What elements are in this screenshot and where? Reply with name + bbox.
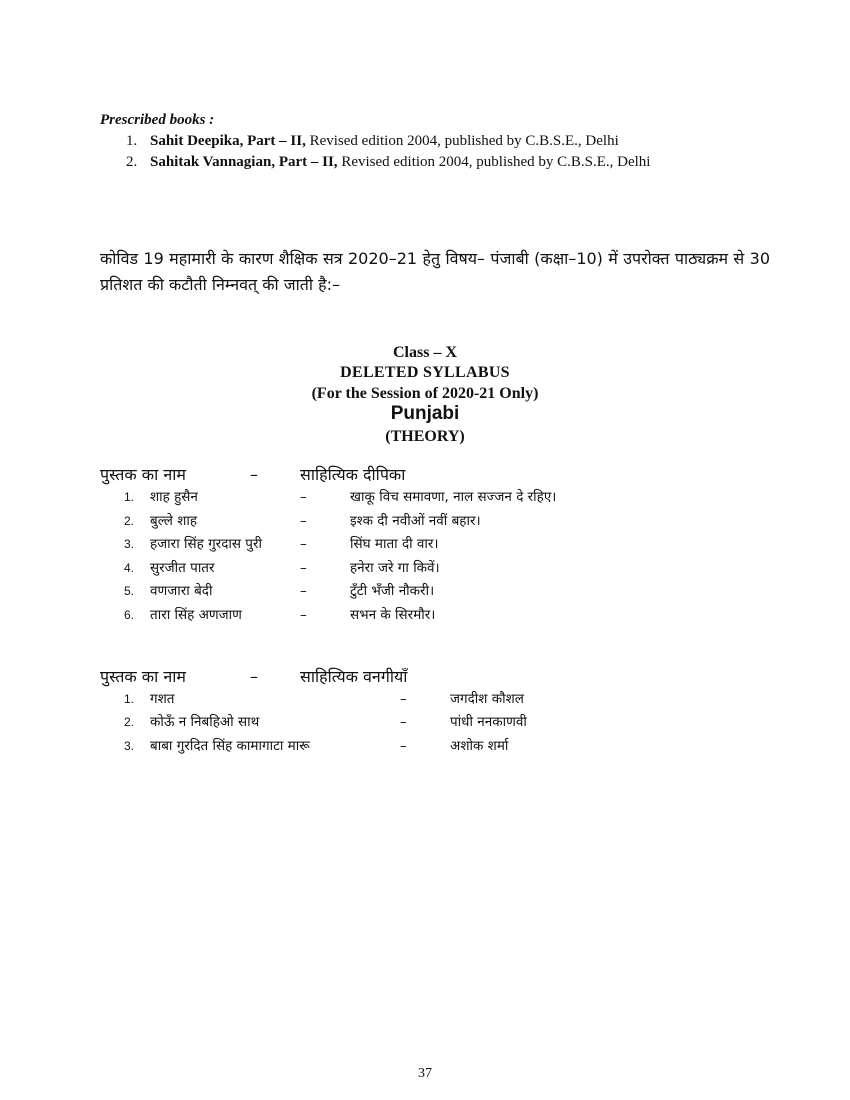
item-number: 4.	[124, 561, 135, 575]
section-dash: –	[250, 667, 258, 686]
item-title: बाबा गुरदित सिंह कामागाटा मारू	[150, 738, 310, 754]
book-title: Sahit Deepika, Part – II,	[150, 133, 306, 149]
deleted-syllabus-heading: DELETED SYLLABUS	[340, 364, 510, 381]
item-number: 6.	[124, 608, 135, 622]
session-heading: (For the Session of 2020-21 Only)	[311, 385, 539, 402]
book-details: Revised edition 2004, published by C.B.S.E., Delhi	[305, 133, 619, 149]
item-author: हजारा सिंह गुरदास पुरी	[150, 536, 262, 552]
book-title: Sahitak Vannagian, Part – II,	[150, 154, 338, 170]
theory-heading: (THEORY)	[385, 428, 465, 445]
item-number: 1.	[124, 692, 135, 706]
item-number: 2.	[124, 715, 135, 729]
item-dash: –	[400, 714, 407, 730]
item-author: तारा सिंह अणजाण	[150, 607, 242, 623]
item-author: बुल्ले शाह	[150, 513, 198, 529]
item-number: 3.	[124, 537, 135, 551]
subject-heading: Punjabi	[390, 403, 460, 424]
item-dash: –	[300, 583, 307, 599]
item-dash: –	[300, 607, 307, 623]
item-work: खाकू विच समावणा, नाल सज्जन दे रहिए।	[350, 489, 557, 505]
item-number: 3.	[124, 739, 135, 753]
item-dash: –	[300, 489, 307, 505]
item-number: 1.	[124, 490, 135, 504]
item-dash: –	[300, 513, 307, 529]
item-title: कोऊँ न निबहिओ साथ	[150, 714, 260, 730]
item-author: शाह हुसैन	[150, 489, 198, 505]
prescribed-books-heading: Prescribed books :	[100, 112, 215, 128]
reduction-notice: कोविड 19 महामारी के कारण शैक्षिक सत्र 2020–21 हेतु विषय– पंजाबी (कक्षा–10) में उपरोक्त पाठ्यक्रम से 30 प्रतिशत की कटौती निम्नवत् की जाती है:–	[100, 249, 770, 294]
item-dash: –	[300, 536, 307, 552]
section-book-name: साहित्यिक वनगीयाँ	[300, 667, 408, 686]
item-work: सभन के सिरमौर।	[350, 607, 436, 623]
item-work: टुँटी भँजी नौकरी।	[350, 583, 435, 599]
section1-heading	[100, 463, 405, 485]
book-number: 1.	[126, 133, 138, 149]
item-work: सिंघ माता दी वार।	[350, 536, 439, 552]
prescribed-book-1	[126, 133, 619, 150]
book-details: Revised edition 2004, published by C.B.S.E., Delhi	[337, 154, 651, 170]
item-dash: –	[400, 691, 407, 707]
item-author: पांधी ननकाणवी	[450, 714, 527, 730]
prescribed-book-2	[126, 154, 650, 171]
item-author: सुरजीत पातर	[150, 560, 215, 576]
book-number: 2.	[126, 154, 138, 170]
item-author: वणजारा बेदी	[150, 583, 213, 599]
item-author: अशोक शर्मा	[450, 738, 509, 754]
section-book-name: साहित्यिक दीपिका	[300, 465, 406, 484]
item-dash: –	[400, 738, 407, 754]
item-title: गशत	[150, 691, 175, 707]
section2-heading	[100, 665, 407, 687]
item-number: 2.	[124, 514, 135, 528]
item-author: जगदीश कौशल	[450, 691, 524, 707]
item-number: 5.	[124, 584, 135, 598]
section-label: पुस्तक का नाम	[100, 667, 186, 686]
section-label: पुस्तक का नाम	[100, 465, 186, 484]
item-dash: –	[300, 560, 307, 576]
class-heading: Class – X	[392, 344, 457, 361]
item-work: हनेरा जरे गा किवें।	[350, 560, 440, 576]
page-number: 37	[418, 1066, 432, 1081]
section-dash: –	[250, 465, 258, 484]
item-work: इश्क दी नवीओं नवीं बहार।	[350, 513, 481, 529]
